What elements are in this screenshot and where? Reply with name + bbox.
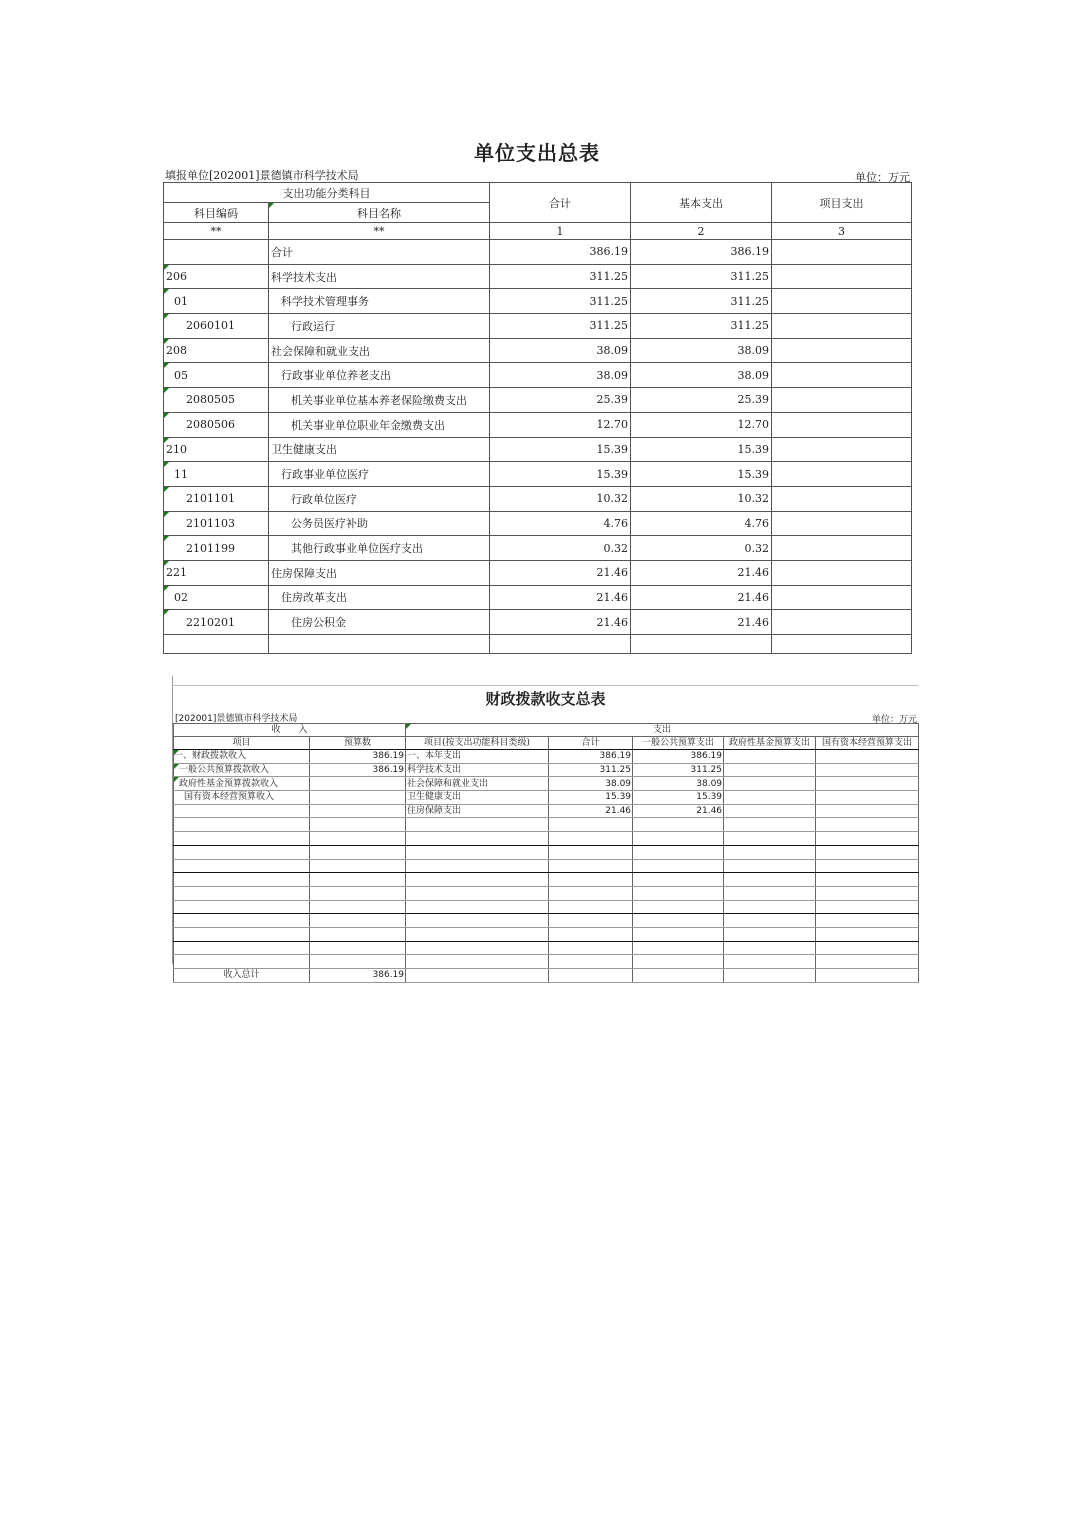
table-row-empty [174,914,919,928]
header-income: 收 入 [174,724,406,737]
table-row [174,791,919,805]
table-row [164,240,912,265]
row-basic: 311.25 [631,289,772,314]
row-code: 206 [164,264,269,289]
header-name: 科目名称 [269,203,490,223]
row-project [772,610,912,635]
row-name: 行政运行 [269,314,490,339]
table-row [174,777,919,791]
table2-unit-label: 单位：万元 [871,715,917,725]
header-basic: 基本支出 [631,183,772,223]
sheet-top-border [172,685,918,686]
row-total: 21.46 [490,560,631,585]
row-name: 社会保障和就业支出 [269,338,490,363]
table-row [164,338,912,363]
row-basic: 21.46 [631,585,772,610]
header-project: 项目支出 [772,183,912,223]
row-budget [310,777,406,791]
row-expense-item: 住房保障支出 [406,804,549,818]
row-expense-item: 社会保障和就业支出 [406,777,549,791]
expenditure-summary-table [163,182,912,654]
row-code: 2210201 [164,610,269,635]
row-name: 行政事业单位医疗 [269,462,490,487]
row-name: 住房保障支出 [269,560,490,585]
table-row [174,763,919,777]
row-total: 38.09 [490,363,631,388]
table1-unit-label: 单位：万元 [855,171,910,184]
row-total: 21.46 [490,585,631,610]
header-code: 科目编码 [164,203,269,223]
row-project [772,412,912,437]
row-project [772,462,912,487]
row-name: 行政事业单位养老支出 [269,363,490,388]
table-row-empty [174,818,919,832]
row-total: 311.25 [490,289,631,314]
fiscal-appropriation-summary-table [173,723,919,983]
row-expense-item: 卫生健康支出 [406,791,549,805]
table1-title: 单位支出总表 [474,141,600,165]
row-name: 其他行政事业单位医疗支出 [269,536,490,561]
row-name: 合计 [269,240,490,265]
row-code: 2080505 [164,388,269,413]
table-row [164,511,912,536]
row-total: 15.39 [549,791,633,805]
table-row-empty [174,859,919,873]
table-row [174,750,919,764]
header-gov-fund: 政府性基金预算支出 [724,737,816,750]
row-code: 2080506 [164,412,269,437]
header-total: 合计 [549,737,633,750]
table-row-empty [174,873,919,887]
row-name: 机关事业单位职业年金缴费支出 [269,412,490,437]
row-income-item: 国有资本经营预算收入 [174,791,310,805]
row-total: 311.25 [549,763,633,777]
row-project [772,314,912,339]
table-row [164,437,912,462]
row-basic: 21.46 [631,560,772,585]
row-code: 02 [164,585,269,610]
row-basic: 12.70 [631,412,772,437]
row-code: 210 [164,437,269,462]
row-basic: 15.39 [631,462,772,487]
row-basic: 15.39 [631,437,772,462]
row-general: 38.09 [633,777,724,791]
row-total: 12.70 [490,412,631,437]
row-budget [310,791,406,805]
row-name: 行政单位医疗 [269,486,490,511]
mark-name: ** [269,223,490,240]
row-total: 25.39 [490,388,631,413]
footer-income-total-label: 收入总计 [174,969,310,983]
row-basic: 311.25 [631,314,772,339]
row-project [772,437,912,462]
row-project [772,511,912,536]
table1-filing-unit: 填报单位[202001]景德镇市科学技术局 [165,169,359,182]
row-project [772,536,912,561]
row-code: 208 [164,338,269,363]
row-project [772,338,912,363]
row-total: 38.09 [490,338,631,363]
row-basic: 38.09 [631,338,772,363]
row-general: 311.25 [633,763,724,777]
row-project [772,264,912,289]
header-function-category: 支出功能分类科目 [164,183,490,203]
row-income-item: 政府性基金预算拨款收入 [174,777,310,791]
mark-3: 3 [772,223,912,240]
table-row [164,560,912,585]
header-general-budget: 一般公共预算支出 [633,737,724,750]
row-total: 386.19 [490,240,631,265]
table-row [164,289,912,314]
table-row-empty [174,886,919,900]
row-basic: 311.25 [631,264,772,289]
header-budget: 预算数 [310,737,406,750]
table2-filing-unit: [202001]景德镇市科学技术局 [175,714,298,724]
table2-title: 财政拨款收支总表 [485,690,606,708]
row-total: 38.09 [549,777,633,791]
row-total: 21.46 [549,804,633,818]
row-project [772,388,912,413]
row-code: 221 [164,560,269,585]
row-project [772,560,912,585]
row-name: 机关事业单位基本养老保险缴费支出 [269,388,490,413]
table-row [164,486,912,511]
header-expense: 支出 [406,724,919,737]
row-code: 2101199 [164,536,269,561]
row-code: 11 [164,462,269,487]
header-exp-item: 项目(按支出功能科目类级) [406,737,549,750]
row-basic: 25.39 [631,388,772,413]
row-name: 科学技术管理事务 [269,289,490,314]
row-name: 科学技术支出 [269,264,490,289]
row-project [772,240,912,265]
table-row-total [174,969,919,983]
mark-1: 1 [490,223,631,240]
row-general: 15.39 [633,791,724,805]
row-total: 15.39 [490,437,631,462]
row-total: 15.39 [490,462,631,487]
row-basic: 10.32 [631,486,772,511]
row-total: 386.19 [549,750,633,764]
row-code: 2101103 [164,511,269,536]
row-code [164,240,269,265]
row-name: 卫生健康支出 [269,437,490,462]
table-row [164,264,912,289]
table-row-empty [174,955,919,969]
row-budget: 386.19 [310,750,406,764]
row-code: 01 [164,289,269,314]
row-basic: 386.19 [631,240,772,265]
table-row [164,610,912,635]
row-name: 公务员医疗补助 [269,511,490,536]
mark-code: ** [164,223,269,240]
row-basic: 0.32 [631,536,772,561]
row-total: 21.46 [490,610,631,635]
row-total: 4.76 [490,511,631,536]
row-income-item: 一、财政拨款收入 [174,750,310,764]
row-income-item [174,804,310,818]
row-project [772,363,912,388]
row-name: 住房公积金 [269,610,490,635]
table-row [164,388,912,413]
row-budget [310,804,406,818]
table-row [164,536,912,561]
row-expense-item: 科学技术支出 [406,763,549,777]
table-row [164,314,912,339]
table-row [164,462,912,487]
footer-income-total-value: 386.19 [310,969,406,983]
row-project [772,585,912,610]
row-expense-item: 一、本年支出 [406,750,549,764]
row-total: 10.32 [490,486,631,511]
row-project [772,289,912,314]
table-row-empty [174,941,919,955]
mark-2: 2 [631,223,772,240]
header-item: 项目 [174,737,310,750]
row-basic: 21.46 [631,610,772,635]
row-general: 386.19 [633,750,724,764]
row-basic: 38.09 [631,363,772,388]
header-total: 合计 [490,183,631,223]
table-row-empty [174,832,919,846]
table-row-empty [174,845,919,859]
row-project [772,486,912,511]
row-name: 住房改革支出 [269,585,490,610]
row-code: 2060101 [164,314,269,339]
row-general: 21.46 [633,804,724,818]
table-row [164,363,912,388]
row-total: 311.25 [490,264,631,289]
table-row [164,412,912,437]
table-row-empty [174,927,919,941]
row-total: 0.32 [490,536,631,561]
header-state-capital: 国有资本经营预算支出 [816,737,919,750]
row-code: 05 [164,363,269,388]
table-row [164,585,912,610]
row-code: 2101101 [164,486,269,511]
row-budget: 386.19 [310,763,406,777]
table-row [174,804,919,818]
row-total: 311.25 [490,314,631,339]
row-income-item: 一般公共预算拨款收入 [174,763,310,777]
table-row-empty [174,900,919,914]
row-basic: 4.76 [631,511,772,536]
table-row-empty [164,635,912,654]
